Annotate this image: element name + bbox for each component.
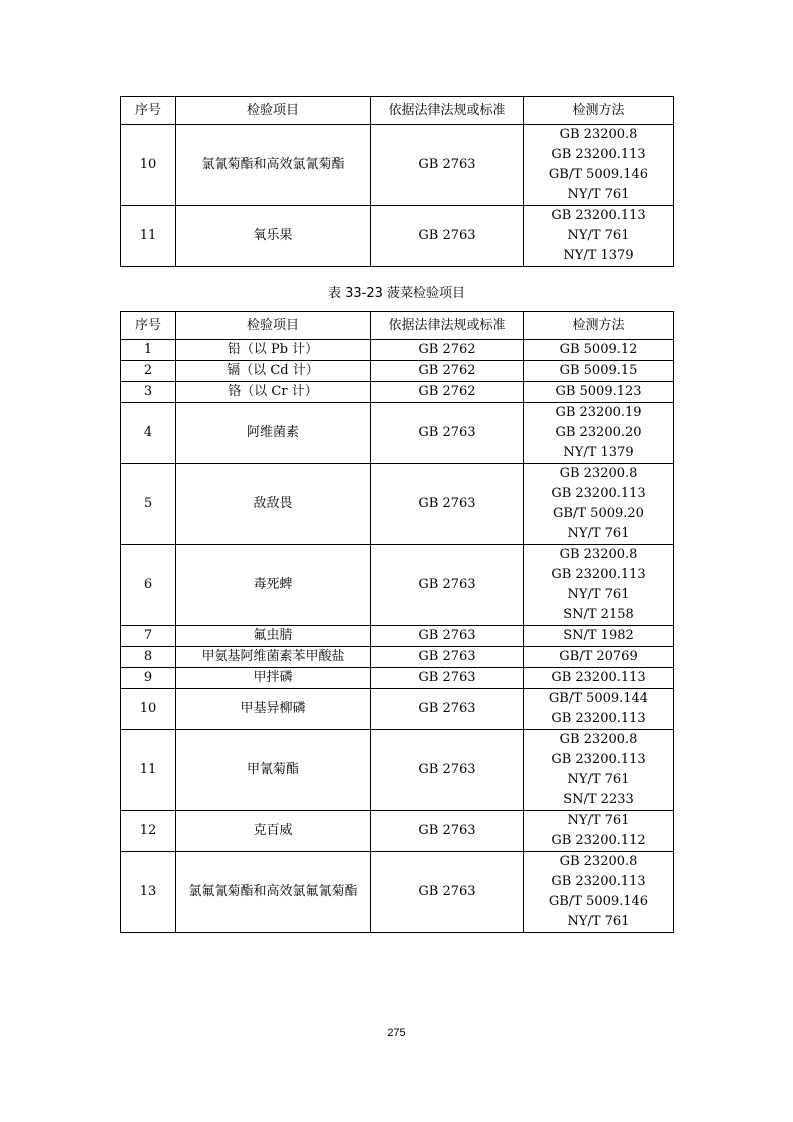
test-method-entry: GB 23200.8 [559,854,638,869]
header-serial-no: 序号 [121,97,176,125]
table-row [121,647,674,668]
table-row [121,382,674,403]
cell-test-methods [524,689,674,730]
table-row [121,340,674,361]
test-method-entry: GB 23200.113 [551,208,646,223]
cell-serial-no: 8 [121,647,176,668]
test-method-entry: NY/T 761 [567,587,630,602]
test-method-entry: GB 5009.15 [559,363,638,378]
test-method-entry: NY/T 761 [567,914,630,929]
test-method-entry: GB/T 5009.144 [548,691,649,706]
cell-legal-basis: GB 2763 [371,647,524,668]
cell-legal-basis: GB 2762 [371,361,524,382]
test-method-entry: NY/T 761 [567,187,630,202]
cell-test-methods [524,361,674,382]
cell-inspection-item: 氯氰菊酯和高效氯氰菊酯 [176,125,371,206]
test-method-entry: GB 23200.8 [559,466,638,481]
test-method-entry: GB 23200.113 [551,567,646,582]
cell-serial-no: 5 [121,464,176,545]
cell-test-methods [524,340,674,361]
cell-test-methods [524,668,674,689]
cell-serial-no: 6 [121,545,176,626]
cell-test-methods [524,464,674,545]
cell-inspection-item: 氟虫腈 [176,626,371,647]
test-method-entry: NY/T 1379 [563,445,634,460]
test-method-entry: GB 5009.12 [559,342,638,357]
table-row [121,361,674,382]
header-legal-basis: 依据法律法规或标准 [371,97,524,125]
test-method-entry: NY/T 761 [567,813,630,828]
cell-legal-basis: GB 2763 [371,689,524,730]
cell-legal-basis: GB 2763 [371,668,524,689]
cell-serial-no: 13 [121,852,176,933]
cell-serial-no: 10 [121,125,176,206]
test-method-entry: GB/T 5009.146 [548,167,649,182]
cell-serial-no: 12 [121,811,176,852]
cell-legal-basis: GB 2763 [371,852,524,933]
cell-legal-basis: GB 2763 [371,811,524,852]
test-method-entry: GB/T 5009.146 [548,894,649,909]
test-method-entry: GB 23200.8 [559,732,638,747]
cell-serial-no: 3 [121,382,176,403]
page-number: 275 [387,1027,406,1039]
cell-serial-no: 2 [121,361,176,382]
cell-inspection-item: 敌敌畏 [176,464,371,545]
test-method-entry: GB 23200.8 [559,127,638,142]
cell-inspection-item: 镉（以 Cd 计） [176,361,371,382]
cell-serial-no: 1 [121,340,176,361]
table-caption: 表 33-23 菠菜检验项目 [327,286,466,301]
test-method-entry: GB/T 20769 [559,649,638,664]
cell-inspection-item: 氧乐果 [176,206,371,267]
cell-test-methods [524,545,674,626]
cell-test-methods [524,647,674,668]
test-method-entry: GB 23200.113 [551,486,646,501]
cell-legal-basis: GB 2763 [371,626,524,647]
test-method-entry: GB 23200.113 [551,147,646,162]
cell-inspection-item: 氯氟氰菊酯和高效氯氟氰菊酯 [176,852,371,933]
cell-inspection-item: 甲氨基阿维菌素苯甲酸盐 [176,647,371,668]
cell-test-methods [524,206,674,267]
test-method-entry: GB/T 5009.20 [553,506,644,521]
table-row [121,403,674,464]
test-method-entry: NY/T 761 [567,772,630,787]
cell-legal-basis: GB 2762 [371,340,524,361]
table-row [121,464,674,545]
cell-legal-basis: GB 2763 [371,125,524,206]
table1-body [121,125,674,267]
test-method-entry: GB 23200.113 [551,711,646,726]
test-method-entry: SN/T 1982 [563,628,634,643]
header-serial-no: 序号 [121,312,176,340]
cell-inspection-item: 甲拌磷 [176,668,371,689]
cell-legal-basis: GB 2763 [371,730,524,811]
table-header-row [121,312,674,340]
cell-serial-no: 9 [121,668,176,689]
cell-inspection-item: 甲氰菊酯 [176,730,371,811]
header-inspection-item: 检验项目 [176,97,371,125]
cell-legal-basis: GB 2762 [371,382,524,403]
inspection-table-continued [120,96,674,267]
table-row [121,811,674,852]
cell-serial-no: 7 [121,626,176,647]
test-method-entry: NY/T 761 [567,228,630,243]
test-method-entry: GB 23200.8 [559,547,638,562]
table-row [121,730,674,811]
test-method-entry: SN/T 2158 [563,607,634,622]
cell-test-methods [524,852,674,933]
test-method-entry: GB 23200.113 [551,874,646,889]
cell-legal-basis: GB 2763 [371,545,524,626]
test-method-entry: NY/T 761 [567,526,630,541]
cell-test-methods [524,730,674,811]
table2-body [121,340,674,933]
table-row [121,689,674,730]
cell-test-methods [524,125,674,206]
cell-test-methods [524,403,674,464]
header-legal-basis: 依据法律法规或标准 [371,312,524,340]
spinach-inspection-table [120,311,674,933]
cell-serial-no: 11 [121,206,176,267]
cell-inspection-item: 甲基异柳磷 [176,689,371,730]
header-test-method: 检测方法 [524,312,674,340]
test-method-entry: SN/T 2233 [563,792,634,807]
cell-legal-basis: GB 2763 [371,206,524,267]
table-row [121,668,674,689]
cell-inspection-item: 铬（以 Cr 计） [176,382,371,403]
cell-inspection-item: 铅（以 Pb 计） [176,340,371,361]
test-method-entry: GB 23200.112 [551,833,646,848]
cell-test-methods [524,382,674,403]
table-row [121,626,674,647]
cell-test-methods [524,626,674,647]
test-method-entry: GB 23200.19 [555,405,642,420]
table-row [121,125,674,206]
cell-legal-basis: GB 2763 [371,464,524,545]
test-method-entry: NY/T 1379 [563,248,634,263]
cell-inspection-item: 克百威 [176,811,371,852]
table-row [121,852,674,933]
cell-serial-no: 4 [121,403,176,464]
cell-legal-basis: GB 2763 [371,403,524,464]
header-inspection-item: 检验项目 [176,312,371,340]
cell-serial-no: 10 [121,689,176,730]
cell-inspection-item: 毒死蜱 [176,545,371,626]
cell-inspection-item: 阿维菌素 [176,403,371,464]
table-row [121,545,674,626]
table-row [121,206,674,267]
test-method-entry: GB 23200.113 [551,670,646,685]
table-header-row [121,97,674,125]
test-method-entry: GB 5009.123 [555,384,642,399]
header-test-method: 检测方法 [524,97,674,125]
test-method-entry: GB 23200.113 [551,752,646,767]
test-method-entry: GB 23200.20 [555,425,642,440]
cell-serial-no: 11 [121,730,176,811]
cell-test-methods [524,811,674,852]
